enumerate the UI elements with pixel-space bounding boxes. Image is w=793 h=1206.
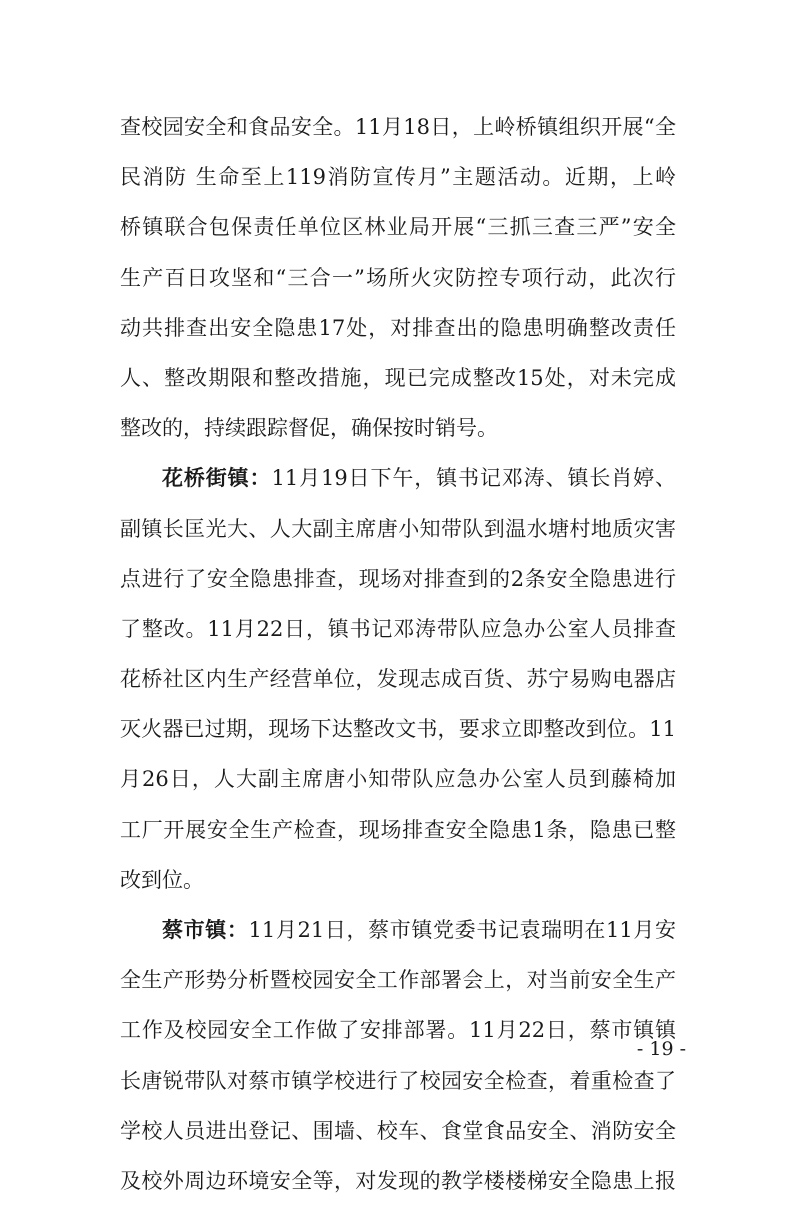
text-line: 及校外周边环境安全等，对发现的教学楼楼梯安全隐患上报 xyxy=(120,1168,676,1193)
text-line: 民消防 生命至上119消防宣传月”主题活动。近期，上岭 xyxy=(120,165,676,190)
text-line: 生产百日攻坚和“三合一”场所火灾防控专项行动，此次行 xyxy=(120,265,676,290)
text-line: 全生产形势分析暨校园安全工作部署会上，对当前安全生产 xyxy=(120,968,676,993)
text-line: 人、整改期限和整改措施，现已完成整改15处，对未完成 xyxy=(120,365,676,390)
text-span: 11月21日，蔡市镇党委书记袁瑞明在11月安 xyxy=(248,918,676,942)
text-span: 11月19日下午，镇书记邓涛、镇长肖婷、 xyxy=(271,466,676,491)
page-number: - 19 - xyxy=(636,1038,686,1060)
text-line: 副镇长匡光大、人大副主席唐小知带队到温水塘村地质灾害 xyxy=(120,516,676,541)
text-line: 学校人员进出登记、围墙、校车、食堂食品安全、消防安全 xyxy=(120,1118,676,1143)
text-line: 整改的，持续跟踪督促，确保按时销号。 xyxy=(120,416,498,441)
text-line: 花桥社区内生产经营单位，发现志成百货、苏宁易购电器店 xyxy=(120,667,676,692)
section-lead-caishi: 蔡市镇： xyxy=(162,917,249,942)
text-line: 改到位。 xyxy=(120,867,204,892)
text-line: 长唐锐带队对蔡市镇学校进行了校园安全检查，着重检查了 xyxy=(120,1068,676,1093)
text-line: 动共排查出安全隐患17处，对排查出的隐患明确整改责任 xyxy=(120,315,676,340)
text-line: 查校园安全和食品安全。11月18日，上岭桥镇组织开展“全 xyxy=(120,115,676,139)
text-line: 了整改。11月22日，镇书记邓涛带队应急办公室人员排查 xyxy=(120,616,676,641)
text-line: 桥镇联合包保责任单位区林业局开展“三抓三查三严”安全 xyxy=(120,215,676,240)
text-line: 点进行了安全隐患排查，现场对排查到的2条安全隐患进行 xyxy=(120,566,676,591)
text-line: 工作及校园安全工作做了安排部署。11月22日，蔡市镇镇 xyxy=(120,1018,676,1043)
paragraph-first-line xyxy=(120,453,676,503)
document-body xyxy=(120,102,676,1206)
section-lead-huaqiao: 花桥街镇： xyxy=(162,465,272,491)
text-line: 工厂开展安全生产检查，现场排查安全隐患1条，隐患已整 xyxy=(120,817,676,842)
paragraph-first-line xyxy=(120,905,676,955)
text-line: 灭火器已过期，现场下达整改文书，要求立即整改到位。11 xyxy=(120,717,676,742)
text-line: 月26日，人大副主席唐小知带队应急办公室人员到藤椅加 xyxy=(120,767,676,792)
